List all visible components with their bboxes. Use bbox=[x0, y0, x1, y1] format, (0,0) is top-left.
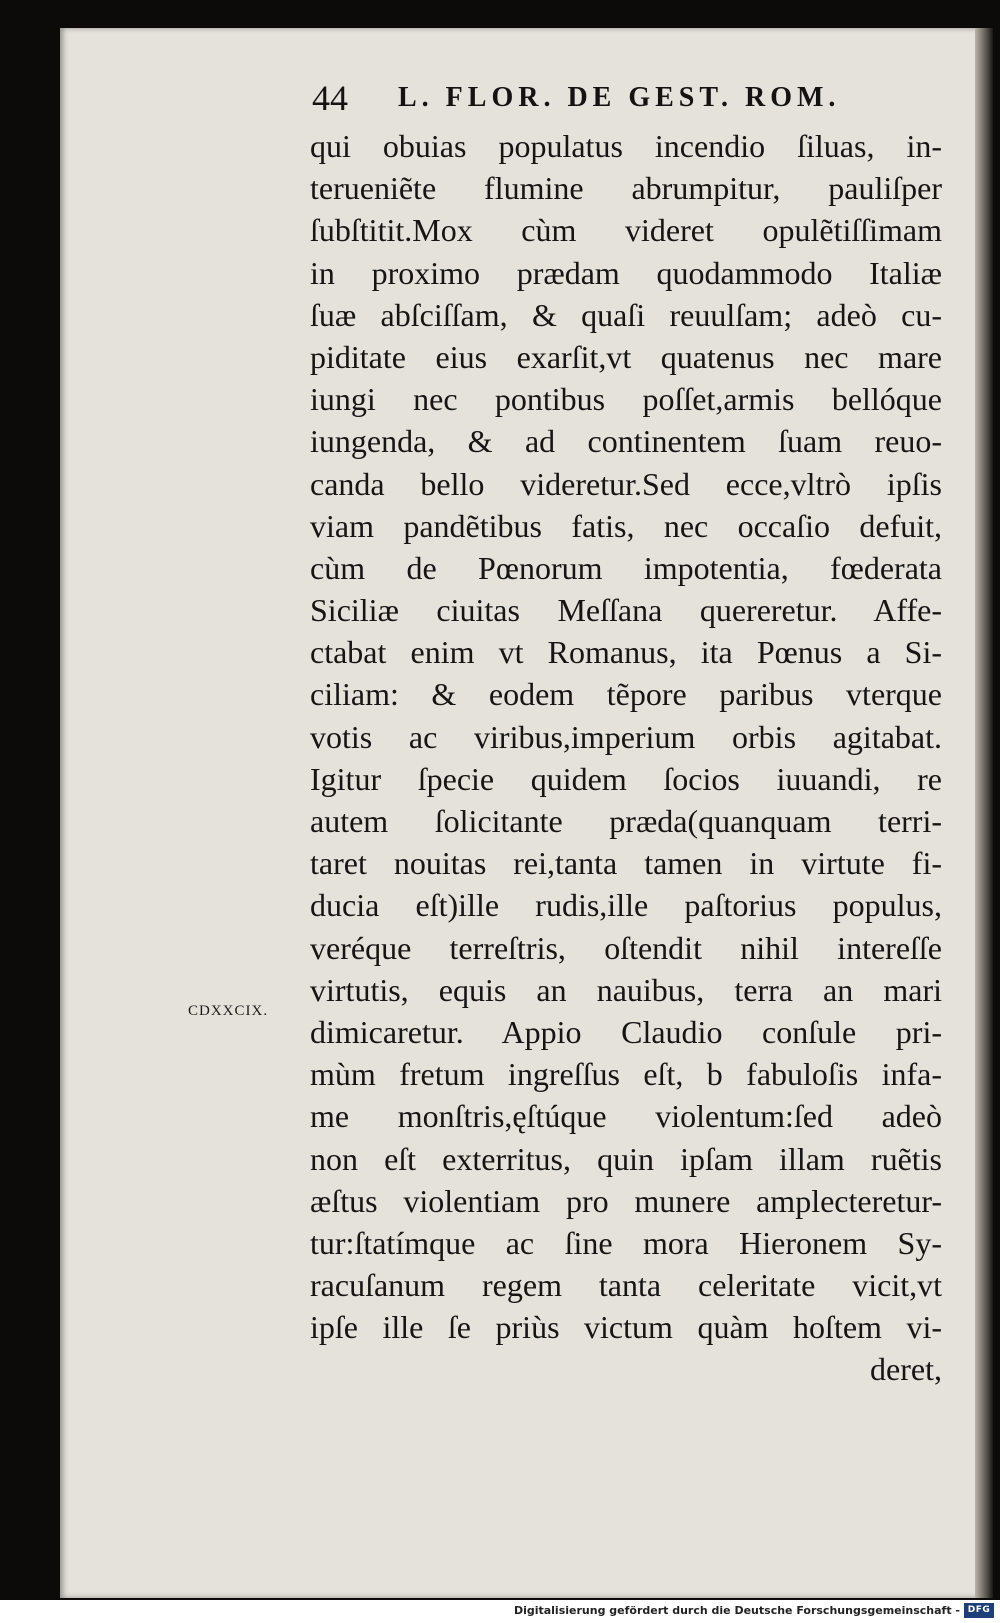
page-edge bbox=[975, 28, 993, 1598]
text-line: mùm fretum ingreſſus eſt, b fabuloſis infa- bbox=[310, 1056, 942, 1093]
page-number: 44 bbox=[312, 78, 348, 118]
text-line: Siciliæ ciuitas Meſſana quereretur. Affe- bbox=[310, 592, 942, 629]
text-line: cùm de Pœnorum impotentia, fœderata bbox=[310, 549, 942, 586]
text-line: ſuæ abſciſſam, & quaſi reuulſam; adeò cu- bbox=[310, 296, 942, 333]
text-line: deret, bbox=[870, 1351, 942, 1388]
dfg-logo: DFG bbox=[964, 1603, 994, 1618]
funding-credit: Digitalisierung gefördert durch die Deutsche Forschungsgemeinschaft - bbox=[513, 1604, 960, 1617]
footer-bar bbox=[0, 1600, 1000, 1623]
text-line: autem ſolicitante præda(quanquam terri- bbox=[310, 803, 942, 839]
running-head: L. FLOR. DE GEST. ROM. bbox=[398, 82, 841, 113]
text-line: terueniẽte flumine abrumpitur, pauliſper bbox=[310, 170, 942, 207]
text-line: iungi nec pontibus poſſet,armis bellóque bbox=[310, 381, 942, 418]
text-line: Igitur ſpecie quidem ſocios iuuandi, re bbox=[310, 760, 942, 797]
margin-note-year: CDXXCIX. bbox=[188, 1003, 269, 1019]
text-line: veréque terreſtris, oſtendit nihil intereſſe bbox=[310, 929, 942, 966]
text-line: virtutis, equis an nauibus, terra an mari bbox=[310, 971, 942, 1008]
text-line: racuſanum regem tanta celeritate vicit,vt bbox=[310, 1267, 942, 1304]
text-line: taret nouitas rei,tanta tamen in virtute fi- bbox=[310, 845, 942, 882]
text-line: iungenda, & ad continentem ſuam reuo- bbox=[310, 423, 942, 460]
text-line: ctabat enim vt Romanus, ita Pœnus a Si- bbox=[310, 634, 942, 671]
text-line: æſtus violentiam pro munere amplecteretur- bbox=[310, 1182, 942, 1219]
text-line: ducia eſt)ille rudis,ille paſtorius populus, bbox=[310, 887, 942, 924]
text-line: votis ac viribus,imperium orbis agitabat. bbox=[310, 718, 942, 755]
text-line: viam pandẽtibus fatis, nec occaſio defuit, bbox=[310, 507, 942, 544]
text-line: non eſt exterritus, quin ipſam illam ruẽtis bbox=[310, 1140, 942, 1177]
text-line: ciliam: & eodem tẽpore paribus vterque bbox=[310, 676, 942, 713]
text-line: canda bello videretur.Sed ecce,vltrò ipſis bbox=[310, 465, 942, 502]
text-line: dimicaretur. Appio Claudio conſule pri- bbox=[310, 1013, 942, 1050]
text-line: me monſtris,ęſtúque violentum:ſed adeò bbox=[310, 1098, 942, 1135]
text-line: piditate eius exarſit,vt quatenus nec mare bbox=[310, 338, 942, 375]
page-header bbox=[312, 78, 872, 118]
text-line: tur:ſtatímque ac ſine mora Hieronem Sy- bbox=[310, 1224, 942, 1261]
text-line: ſubſtitit.Mox cùm videret opulẽtiſſimam bbox=[310, 212, 942, 249]
text-line: in proximo prædam quodammodo Italiæ bbox=[310, 254, 942, 291]
body-text bbox=[310, 125, 942, 1391]
text-line: ipſe ille ſe priùs victum quàm hoſtem vi- bbox=[310, 1309, 942, 1346]
text-line: qui obuias populatus incendio ſiluas, in- bbox=[310, 128, 942, 164]
